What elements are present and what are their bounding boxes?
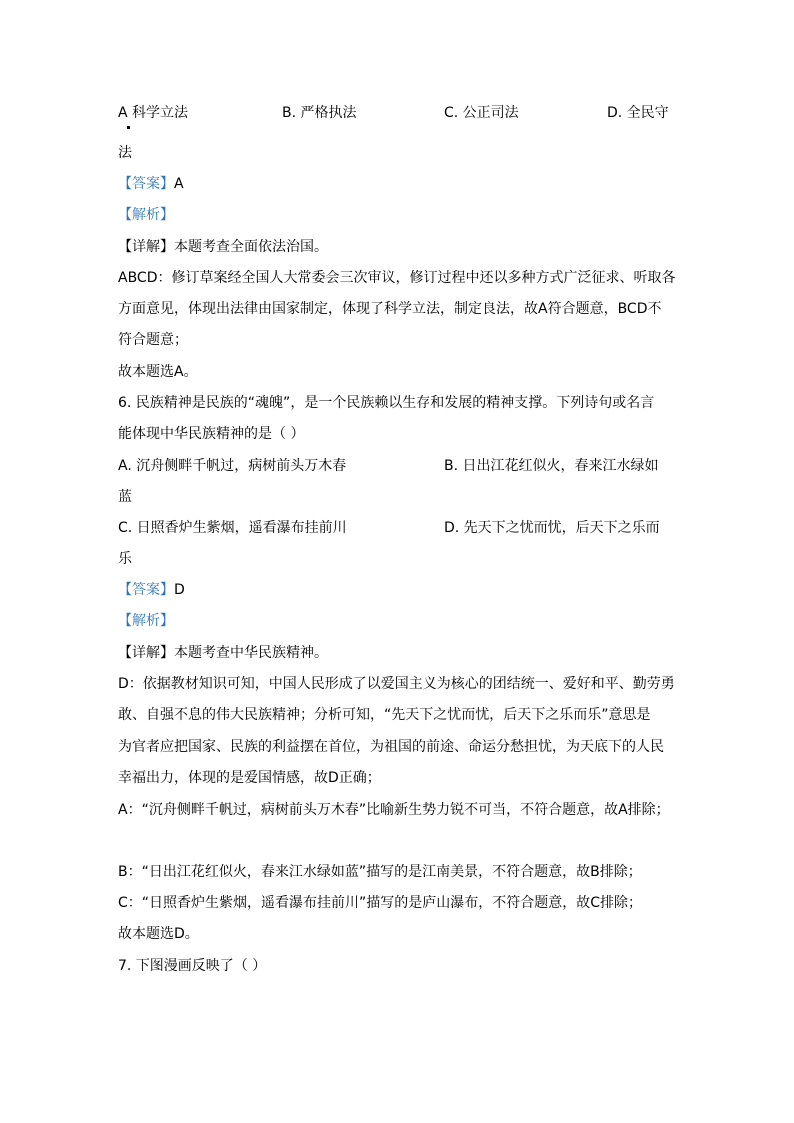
answer-value: A	[174, 176, 184, 192]
q5-option-a: A 科学立法	[118, 105, 189, 121]
q5-line: ABCD：修订草案经全国人大常委会三次审议，修订过程中还以多种方式广泛征求、听取各	[118, 270, 676, 286]
answer-value: D	[174, 582, 185, 598]
emphasis-dot	[127, 126, 130, 129]
q7-stem: 7. 下图漫画反映了（ ）	[118, 958, 267, 974]
q6-line: 为官者应把国家、民族的利益摆在首位，为祖国的前途、命运分愁担忧，为天底下的人民	[118, 739, 664, 755]
q6-option-d-wrap: 乐	[118, 551, 132, 567]
q5-option-c: C. 公正司法	[444, 105, 519, 121]
q6-line: 幸福出力，体现的是爱国情感，故D正确；	[118, 770, 381, 786]
q6-analysis-label: 【解析】	[118, 613, 174, 629]
q5-line: 符合题意；	[118, 332, 188, 348]
q6-line: A：“沉舟侧畔千帆过，病树前头万木春”比喻新生势力锐不可当，不符合题意，故A排除；	[118, 802, 670, 818]
q6-detail: 【详解】本题考查中华民族精神。	[118, 645, 328, 661]
q5-answer	[118, 174, 184, 194]
q5-line: 方面意见，体现出法律由国家制定，体现了科学立法，制定良法，故A符合题意，BCD不	[118, 301, 662, 317]
q5-analysis-label: 【解析】	[118, 207, 174, 223]
q6-stem: 6. 民族精神是民族的“魂魄”，是一个民族赖以生存和发展的精神支撑。下列诗句或名言	[118, 395, 655, 411]
q5-option-d: D. 全民守	[607, 105, 669, 121]
q6-line: 故本题选D。	[118, 926, 199, 942]
q5-line: 故本题选A。	[118, 364, 198, 380]
answer-label: 【答案】	[118, 176, 174, 192]
q6-line: C：“日照香炉生紫烟，遥看瀑布挂前川”描写的是庐山瀑布，不符合题意，故C排除；	[118, 895, 643, 911]
q6-option-b-wrap: 蓝	[118, 489, 132, 505]
q5-option-wrap: 法	[118, 145, 132, 161]
q6-option-d: D. 先天下之忧而忧，后天下之乐而	[444, 520, 660, 536]
q6-answer	[118, 580, 185, 600]
q6-line: B：“日出江花红似火，春来江水绿如蓝”描写的是江南美景，不符合题意，故B排除；	[118, 864, 642, 880]
q6-option-c: C. 日照香炉生紫烟，遥看瀑布挂前川	[118, 520, 347, 536]
answer-label: 【答案】	[118, 582, 174, 598]
q6-option-b: B. 日出江花红似火，春来江水绿如	[444, 458, 659, 474]
q6-line: D：依据教材知识可知，中国人民形成了以爱国主义为核心的团结统一、爱好和平、勤劳勇	[118, 676, 675, 692]
q6-line: 敢、自强不息的伟大民族精神；分析可知，“先天下之忧而忧，后天下之乐而乐”意思是	[118, 707, 651, 723]
q5-option-b: B. 严格执法	[282, 105, 357, 121]
q6-stem: 能体现中华民族精神的是（ ）	[118, 426, 305, 442]
q6-option-a: A. 沉舟侧畔千帆过，病树前头万木春	[118, 458, 347, 474]
q5-detail: 【详解】本题考查全面依法治国。	[118, 239, 328, 255]
